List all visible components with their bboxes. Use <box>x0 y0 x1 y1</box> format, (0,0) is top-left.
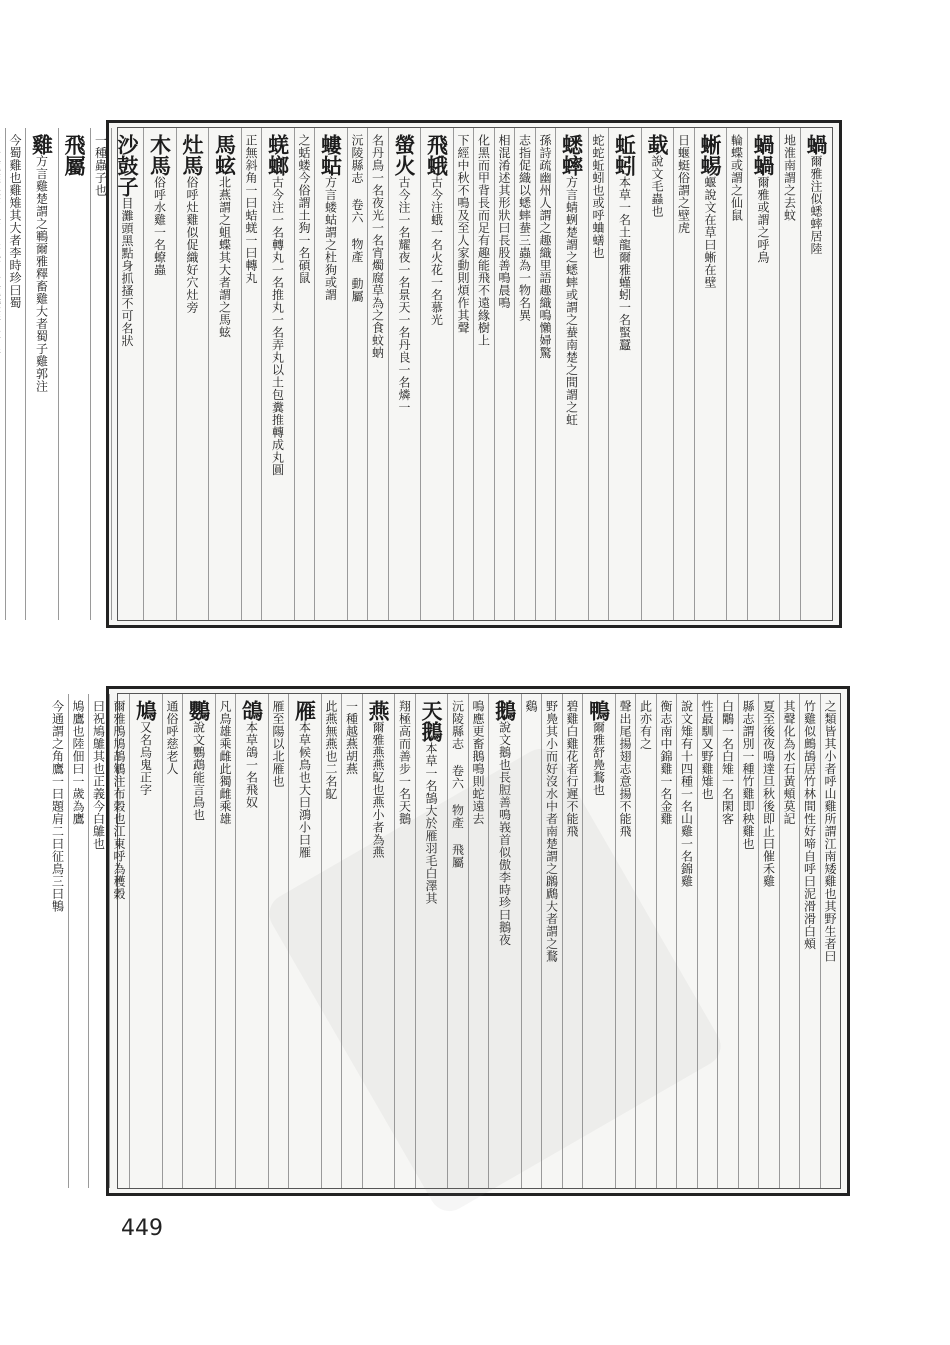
top-column <box>90 128 111 620</box>
top-column <box>641 128 674 620</box>
entry-heading: 蟋蟀 <box>559 134 585 176</box>
entry-text: 雁至陽以北雁也 <box>271 700 285 788</box>
entry-text: 方言雞楚謂之鶤爾雅釋畜雞大者蜀子雞郭注 <box>34 155 49 393</box>
top-column <box>367 128 388 620</box>
bottom-column <box>48 694 68 1188</box>
bottom-column <box>521 694 542 1188</box>
entry-text: 沅陵縣志 卷六 物產 飛屬 <box>450 700 465 869</box>
top-column <box>494 128 515 620</box>
entry-text: 今通謂之角鷹一曰題肩二曰征鳥三曰鶽 <box>50 700 65 913</box>
top-page-frame <box>8 127 833 621</box>
bottom-column <box>215 694 236 1188</box>
entry-text: 本草一名鵠大於雁羽毛白澤其 <box>424 742 438 905</box>
bottom-column <box>109 694 130 1188</box>
entry-heading: 螻蛄 <box>318 134 344 176</box>
entry-text: 說文毛蟲也 <box>650 155 664 218</box>
entry-text: 縣志謂別一種竹雞即秧雞也 <box>741 700 755 850</box>
entry-text: 爾雅舒鳧鶩也 <box>591 721 606 796</box>
entry-heading: 木馬 <box>147 134 173 176</box>
entry-heading: 鴨 <box>586 700 612 721</box>
entry-text: 志指促織以蟋蟀蛬三蟲為一物名異 <box>517 134 532 322</box>
entry-text: 爾雅鳲鳩鴶鵴注布穀也江東呼為穫穀 <box>112 700 126 900</box>
entry-text: 鷄 <box>524 700 538 713</box>
top-column <box>208 128 241 620</box>
bottom-column <box>88 694 109 1188</box>
bottom-page-frame <box>50 693 841 1189</box>
entry-text: 古今注蛾一名火花一名慕光 <box>429 176 444 326</box>
entry-heading: 蝸蝸 <box>751 134 776 176</box>
bottom-column <box>182 694 215 1188</box>
entry-text: 通俗呼慈老人 <box>165 700 179 775</box>
bottom-column <box>582 694 615 1188</box>
top-column <box>420 128 453 620</box>
top-column <box>294 128 315 620</box>
entry-text: 孫詩疏幽州人謂之趣織里語趣織鳴懶婦驚 <box>538 134 552 359</box>
entry-text: 今蜀雞也雞雉其大者李時珍曰蜀 <box>8 134 22 309</box>
entry-heading: 鳩 <box>133 700 159 721</box>
bottom-column <box>235 694 268 1188</box>
bottom-column <box>415 694 448 1188</box>
entry-heading: 鴿 <box>239 700 265 721</box>
entry-text: 碧雞白雞花者行遲不能飛 <box>565 700 579 838</box>
entry-text: 俗呼水雞一名蟟蟲 <box>152 176 167 276</box>
entry-text: 野鳧其小而好沒水中者南楚謂之鸊鷉大者謂之鶩 <box>544 700 559 963</box>
entry-text: 翔極高而善步一名天鵝 <box>397 700 412 825</box>
bottom-column <box>635 694 656 1188</box>
top-column <box>347 128 368 620</box>
entry-text: 日蝘蜓俗謂之壁虎 <box>676 134 691 234</box>
entry-text: 本草鴿一名飛奴 <box>244 721 259 809</box>
top-column <box>747 128 780 620</box>
entry-text: 一種越燕胡燕 <box>344 700 359 775</box>
top-page-columns <box>8 128 832 620</box>
entry-text: 俗呼灶雞似促織好穴灶旁 <box>185 176 199 314</box>
top-column <box>176 128 209 620</box>
entry-heading: 蚯蚓 <box>612 134 638 176</box>
entry-text: 凡鳥雄乘雌此獨雌乘雄 <box>218 700 232 825</box>
entry-text: 爾雅注似蟋蟀居陸 <box>809 155 823 255</box>
bottom-column <box>779 694 800 1188</box>
bottom-column <box>488 694 521 1188</box>
entry-text: 輪蝶或謂之仙鼠 <box>729 134 744 222</box>
entry-text: 古今注一名轉丸一名推丸一名弄丸以土包糞推轉成丸圓 <box>270 176 285 476</box>
entry-text: 地淮南謂之去蚊 <box>782 134 797 222</box>
entry-heading: 蝸 <box>804 134 829 155</box>
entry-heading: 沙鼓子 <box>115 134 140 197</box>
top-column <box>588 128 609 620</box>
entry-text: 蛇蛇蚯蚓也或呼蛐蟮也 <box>591 134 605 259</box>
entry-text: 方言蜻蛚楚謂之蟋蟀或謂之蛬南楚之間謂之蚟 <box>564 176 579 426</box>
bottom-column <box>676 694 697 1188</box>
entry-text: 曰祝鳩鵻其也正義今白鵻也 <box>91 700 106 850</box>
bottom-column <box>321 694 342 1188</box>
top-column <box>555 128 588 620</box>
entry-heading: 燕 <box>366 700 391 721</box>
entry-text: 又名烏鬼正字 <box>138 721 153 796</box>
entry-text: 之類皆其小者呼山雞所謂江南矮雞也其野生者曰 <box>823 700 837 963</box>
entry-text: 正無斜角一曰蛣蜣一曰轉丸 <box>244 134 258 284</box>
bottom-column <box>341 694 362 1188</box>
entry-text: 名丹鳥一名夜光一名宵燭腐草為之食蚊蚋 <box>370 134 385 359</box>
entry-text: 一種蟲子也 <box>93 134 108 197</box>
entry-heading: 天鵝 <box>419 700 444 742</box>
entry-heading: 螢火 <box>392 134 417 176</box>
top-column <box>261 128 294 620</box>
entry-text: 性最馴又野雞雉也 <box>700 700 714 800</box>
entry-text: 此亦有之 <box>638 700 653 750</box>
top-column <box>58 128 91 620</box>
entry-text: 聲出尾揚翅志意揚不能飛 <box>618 700 632 838</box>
bottom-column <box>447 694 468 1188</box>
entry-text: 說文雉有十四種一名山雞一名錦雞 <box>679 700 694 888</box>
entry-text: 鳴應更畜鵝鳴則蛇遠去 <box>471 700 485 825</box>
entry-text: 之蛞蝼今俗謂土狗一名碩鼠 <box>297 134 311 284</box>
top-column <box>143 128 176 620</box>
bottom-column <box>615 694 636 1188</box>
entry-text: 北燕謂之蛆蝶其大者謂之馬蚿 <box>217 176 232 339</box>
bottom-column <box>68 694 89 1188</box>
bottom-page-columns <box>50 694 840 1188</box>
bottom-column <box>820 694 841 1188</box>
top-column <box>473 128 494 620</box>
entry-heading: 飛蛾 <box>424 134 450 176</box>
bottom-column <box>799 694 820 1188</box>
bottom-column <box>129 694 162 1188</box>
entry-text: 本草候鳥也大曰鴻小曰雁 <box>297 721 312 859</box>
bottom-column <box>162 694 183 1188</box>
entry-heading: 蛓 <box>645 134 670 155</box>
entry-text: 目灘頭黑點身抓搔不可名狀 <box>120 197 134 347</box>
top-column <box>800 128 833 620</box>
entry-heading: 雞 <box>29 134 55 155</box>
top-column <box>535 128 556 620</box>
entry-heading: 雁 <box>292 700 318 721</box>
bottom-column <box>717 694 738 1188</box>
entry-heading: 鸚 <box>186 700 212 721</box>
entry-text: 其聲化為水石黃頰莫記 <box>782 700 796 825</box>
entry-text: 方言蝼蛄謂之杜狗或謂 <box>323 176 338 301</box>
bottom-column <box>562 694 583 1188</box>
bottom-column <box>656 694 677 1188</box>
page-number: 449 <box>121 1216 163 1241</box>
entry-text: 鳩鷹也陸佃曰一歲為鷹 <box>71 700 85 825</box>
entry-text: 蝘說文在草曰蜥在壁 <box>703 176 717 289</box>
entry-text: 白鷴一名白雉一名閑客 <box>720 700 735 825</box>
entry-text: 相混淆述其形狀曰長股善鳴晨鳴 <box>497 134 511 309</box>
top-column <box>673 128 694 620</box>
top-column <box>514 128 535 620</box>
entry-text: 夏至後夜鳴達旦秋後即止曰催禾雞 <box>761 700 776 888</box>
bottom-column <box>738 694 759 1188</box>
bottom-column <box>541 694 562 1188</box>
bottom-page <box>50 686 850 1196</box>
entry-heading: 蜣螂 <box>265 134 291 176</box>
entry-text: 爾雅或謂之呼鳥 <box>756 176 770 264</box>
entry-heading: 鵝 <box>492 700 518 721</box>
top-column <box>608 128 641 620</box>
bottom-column <box>758 694 779 1188</box>
entry-heading: 灶馬 <box>180 134 205 176</box>
entry-text: 本草一名土龍爾雅螼蚓一名蜸蠶 <box>617 176 632 351</box>
entry-text: 衡志南中錦雞一名金雞 <box>659 700 673 825</box>
entry-text: 古今注一名耀夜一名景天一名丹良一名燐一 <box>397 176 411 414</box>
top-column <box>241 128 262 620</box>
entry-text: 此燕無燕也二名鳦 <box>324 700 338 800</box>
entry-text: 說文鸚鵡能言鳥也 <box>191 721 206 821</box>
top-column <box>111 128 144 620</box>
entry-text: 下經中秋不鳴及至人家動則煩作其聲 <box>456 134 470 334</box>
bottom-column <box>268 694 289 1188</box>
top-column <box>5 128 26 620</box>
entry-text: 竹雞似鷓鴣居竹林間性好啼自呼曰泥滑滑白頰 <box>802 700 817 950</box>
entry-heading: 飛屬 <box>62 134 87 176</box>
entry-heading: 蜥蜴 <box>698 134 723 176</box>
top-column <box>779 128 800 620</box>
entry-text: 化黑而甲背長而足有趣能飛不遠緣樹上 <box>476 134 491 347</box>
entry-text: 爾雅燕燕鳦也燕小者為燕 <box>371 721 385 859</box>
top-column <box>25 128 58 620</box>
bottom-column <box>468 694 489 1188</box>
top-page <box>8 120 842 628</box>
top-column <box>388 128 421 620</box>
entry-text: 說文鵝也長脰善鳴峩首似傲李時珍曰鵝夜 <box>497 721 512 946</box>
bottom-column <box>288 694 321 1188</box>
bottom-column <box>394 694 415 1188</box>
bottom-column <box>362 694 395 1188</box>
bottom-column <box>697 694 718 1188</box>
top-column <box>694 128 727 620</box>
top-column <box>726 128 747 620</box>
entry-text: 沅陵縣志 卷六 物產 動屬 <box>350 134 364 303</box>
top-column <box>453 128 474 620</box>
entry-heading: 馬蚿 <box>212 134 238 176</box>
entry-text <box>0 134 2 359</box>
top-column <box>314 128 347 620</box>
